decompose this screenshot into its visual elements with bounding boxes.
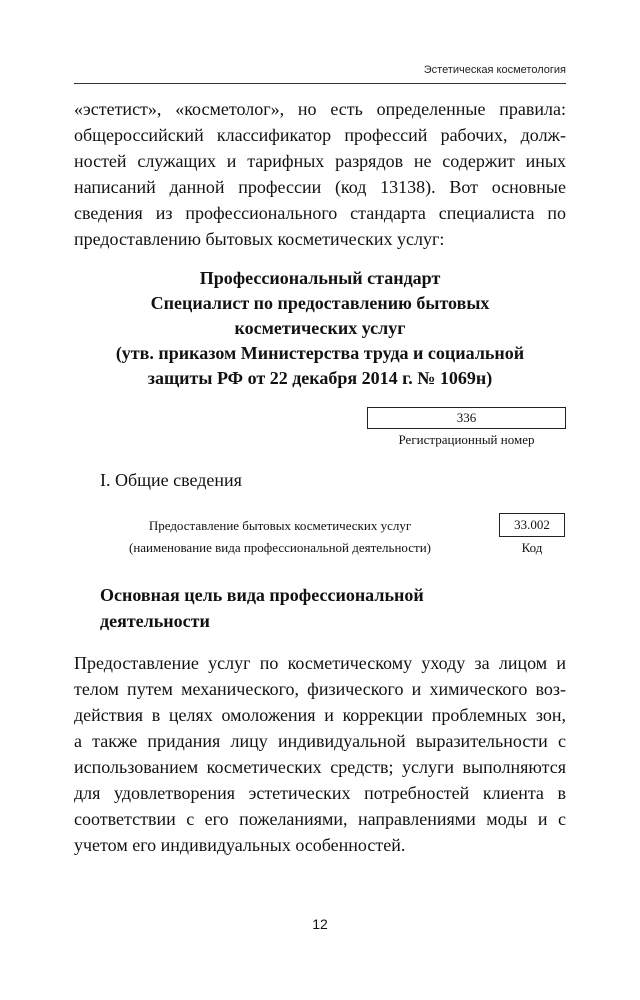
intro-line: «эстетист», «косметолог», но есть определенные правила: [74, 99, 566, 119]
standard-title [74, 266, 566, 391]
standard-title-line: защиты РФ от 22 декабря 2014 г. № 1069н) [147, 368, 493, 388]
header-rule [74, 83, 566, 84]
registration-number-label: Регистрационный номер [398, 432, 535, 447]
page-number: 12 [312, 916, 328, 932]
goal-heading [100, 582, 424, 634]
activity-name: Предоставление бытовых косметических услуг [148, 518, 412, 533]
goal-heading-line: Основная цель вида профессиональной [100, 585, 424, 605]
goal-line: а также придания лицу индивидуальной выразительности с [74, 731, 566, 751]
intro-line: ностей служащих и тарифных разрядов не содержит иных [74, 151, 566, 171]
goal-line: Предоставление услуг по косметическому уходу за лицом и [74, 653, 566, 673]
activity-name-caption: (наименование вида профессиональной деятельности) [128, 540, 431, 555]
goal-heading-line: деятельности [100, 611, 210, 631]
intro-paragraph [74, 96, 566, 252]
intro-line: предоставлению бытовых косметических услуг: [74, 229, 445, 249]
standard-title-line: Специалист по предоставлению бытовых [150, 293, 490, 313]
goal-line: для удовлетворения эстетических потребностей клиента в [74, 783, 566, 803]
activity-code-label: Код [521, 540, 543, 555]
intro-line: общероссийский классификатор профессий рабочих, долж- [74, 125, 566, 145]
standard-title-line: косметических услуг [234, 318, 406, 338]
intro-line: сведения из профессионального стандарта специалиста по [74, 203, 566, 223]
standard-title-line: (утв. приказом Министерства труда и социальной [115, 343, 525, 363]
section-heading: I. Общие сведения [100, 470, 242, 490]
goal-paragraph [74, 650, 566, 858]
goal-line: использованием косметических средств; услуги выполняются [74, 757, 566, 777]
goal-line: действия в целях омоложения и коррекции проблемных зон, [74, 705, 566, 725]
running-header: Эстетическая косметология [423, 64, 566, 76]
intro-line: написаний данной профессии (код 13138). Вот основные [74, 177, 566, 197]
goal-line: телом путем механического, физического и химического воз- [74, 679, 566, 699]
goal-line: соответствии с его пожеланиями, направлениями моды и с [74, 809, 566, 829]
registration-number-box: 336 [367, 407, 566, 429]
goal-line: учетом его индивидуальных особенностей. [74, 835, 406, 855]
activity-code-box: 33.002 [499, 513, 565, 537]
standard-title-line: Профессиональный стандарт [199, 268, 441, 288]
